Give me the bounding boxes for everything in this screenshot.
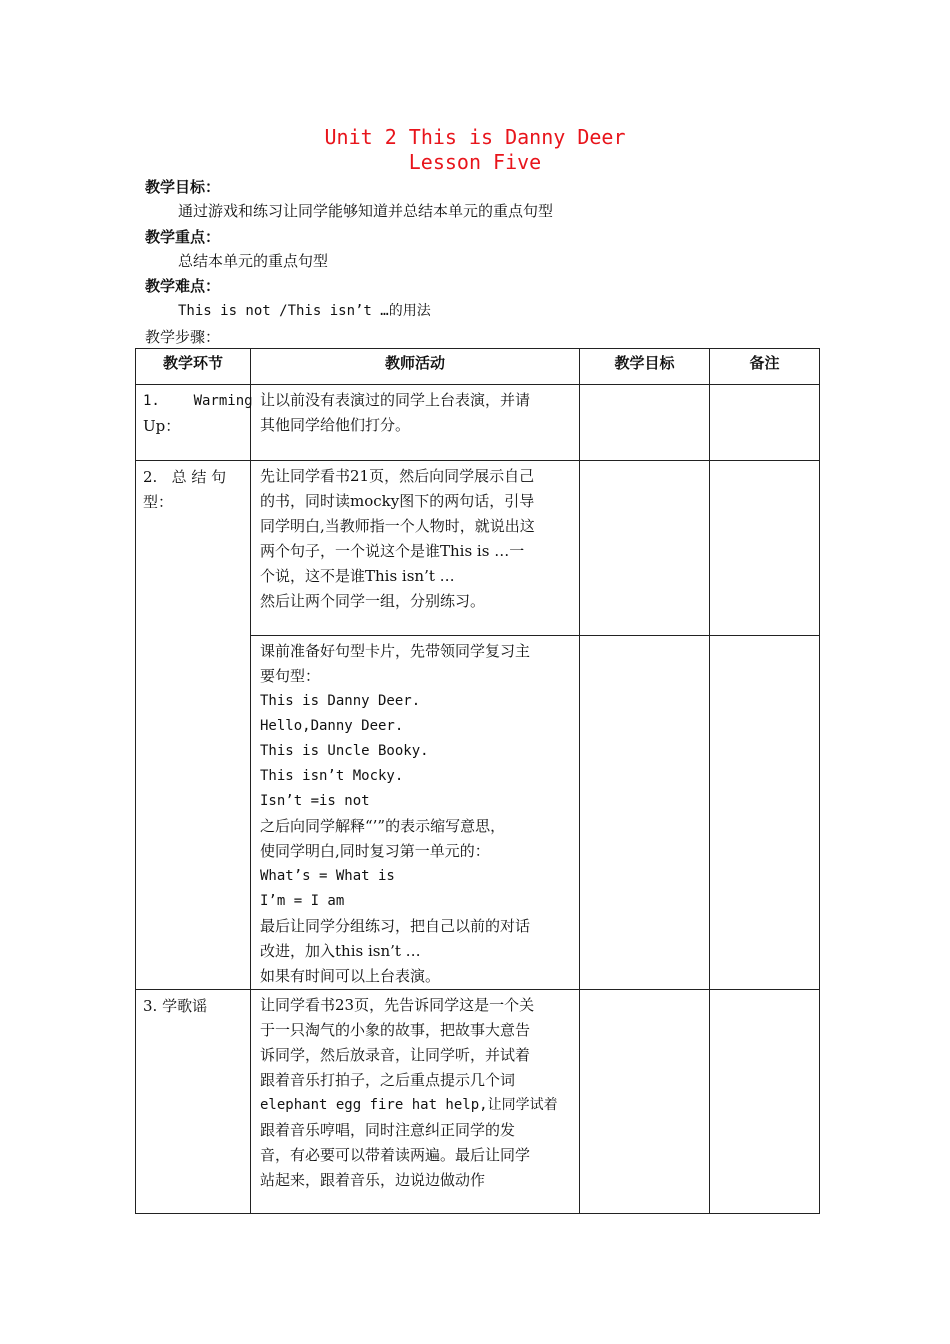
- activity-line: elephant egg fire hat help,让同学试着: [260, 1097, 558, 1113]
- goal-cell: [580, 385, 710, 461]
- objective-text: 通过游戏和练习让同学能够知道并总结本单元的重点句型: [178, 202, 554, 220]
- activity-line: 使同学明白,同时复习第一单元的：: [260, 842, 490, 860]
- table-row: [136, 990, 820, 1214]
- activity-line: 课前准备好句型卡片，先带领同学复习主: [260, 642, 531, 660]
- step-cell: [136, 461, 251, 990]
- difficulty-text: This is not /This isn’t …的用法: [178, 303, 431, 319]
- activity-line: I’m = I am: [260, 893, 345, 909]
- activity-line: 诉同学，然后放录音，让同学听，并试着: [260, 1046, 531, 1064]
- activity-line: 于一只淘气的小象的故事，把故事大意告: [260, 1021, 531, 1039]
- goal-cell: [580, 990, 710, 1214]
- activity-line: 跟着音乐哼唱，同时注意纠正同学的发: [260, 1121, 516, 1139]
- step-cell: [136, 385, 251, 461]
- notes-cell: [710, 461, 820, 636]
- step-label: 2. 总 结 句: [143, 468, 227, 486]
- step-label: 型：: [143, 493, 174, 511]
- activity-cell: [251, 636, 580, 990]
- lesson-plan-table: [135, 348, 820, 1214]
- header-notes: 备注: [710, 349, 820, 385]
- activity-line: 音，有必要可以带着读两遍。最后让同学: [260, 1146, 531, 1164]
- notes-cell: [710, 636, 820, 990]
- goal-cell: [580, 461, 710, 636]
- activity-line: 让同学看书23页，先告诉同学这是一个关: [260, 996, 535, 1014]
- header-activity: 教师活动: [251, 349, 580, 385]
- steps-heading: 教学步骤：: [145, 328, 221, 346]
- activity-line: 最后让同学分组练习，把自己以前的对话: [260, 917, 531, 935]
- activity-line: This is Uncle Booky.: [260, 743, 429, 759]
- title-lesson: Lesson Five: [408, 150, 542, 174]
- activity-line: 要句型：: [260, 667, 321, 685]
- activity-line: What’s = What is: [260, 868, 395, 884]
- title-unit: Unit 2 This is Danny Deer: [324, 125, 626, 149]
- activity-line: This is Danny Deer.: [260, 693, 421, 709]
- step-cell: [136, 990, 251, 1214]
- notes-cell: [710, 990, 820, 1214]
- activity-line: This isn’t Mocky.: [260, 768, 404, 784]
- header-goal: 教学目标: [580, 349, 710, 385]
- table-row: [136, 461, 820, 636]
- activity-cell: [251, 990, 580, 1214]
- goal-cell: [580, 636, 710, 990]
- activity-line: 其他同学给他们打分。: [260, 416, 411, 434]
- table-row: [136, 385, 820, 461]
- activity-line: 然后让两个同学一组，分别练习。: [260, 592, 486, 610]
- objective-heading: 教学目标：: [145, 178, 221, 196]
- activity-line: 如果有时间可以上台表演。: [260, 967, 441, 985]
- key-point-heading: 教学重点：: [145, 228, 221, 246]
- activity-line: 让以前没有表演过的同学上台表演，并请: [260, 391, 531, 409]
- activity-line: 站起来，跟着音乐，边说边做动作: [260, 1171, 486, 1189]
- activity-cell: [251, 461, 580, 636]
- activity-cell: [251, 385, 580, 461]
- activity-line: Isn’t =is not: [260, 793, 370, 809]
- step-label: 1. Warming: [143, 393, 253, 409]
- activity-line: 同学明白,当教师指一个人物时，就说出这: [260, 517, 535, 535]
- table-header-row: [136, 349, 820, 385]
- activity-line: 两个句子，一个说这个是谁This is …一: [260, 542, 525, 560]
- activity-line: 跟着音乐打拍子，之后重点提示几个词: [260, 1071, 516, 1089]
- activity-line: 个说，这不是谁This isn’t …: [260, 567, 455, 585]
- activity-line: 之后向同学解释“’”的表示缩写意思，: [260, 817, 506, 835]
- activity-line: 的书，同时读mocky图下的两句话，引导: [260, 492, 535, 510]
- activity-line: 先让同学看书21页，然后向同学展示自己: [260, 467, 535, 485]
- step-label: Up：: [143, 417, 181, 435]
- notes-cell: [710, 385, 820, 461]
- step-label: 3. 学歌谣: [143, 997, 208, 1015]
- activity-line: Hello,Danny Deer.: [260, 718, 404, 734]
- activity-line: 改进，加入this isn’t …: [260, 942, 421, 960]
- difficulty-heading: 教学难点：: [145, 277, 221, 295]
- key-point-text: 总结本单元的重点句型: [178, 252, 329, 270]
- header-step: 教学环节: [136, 349, 251, 385]
